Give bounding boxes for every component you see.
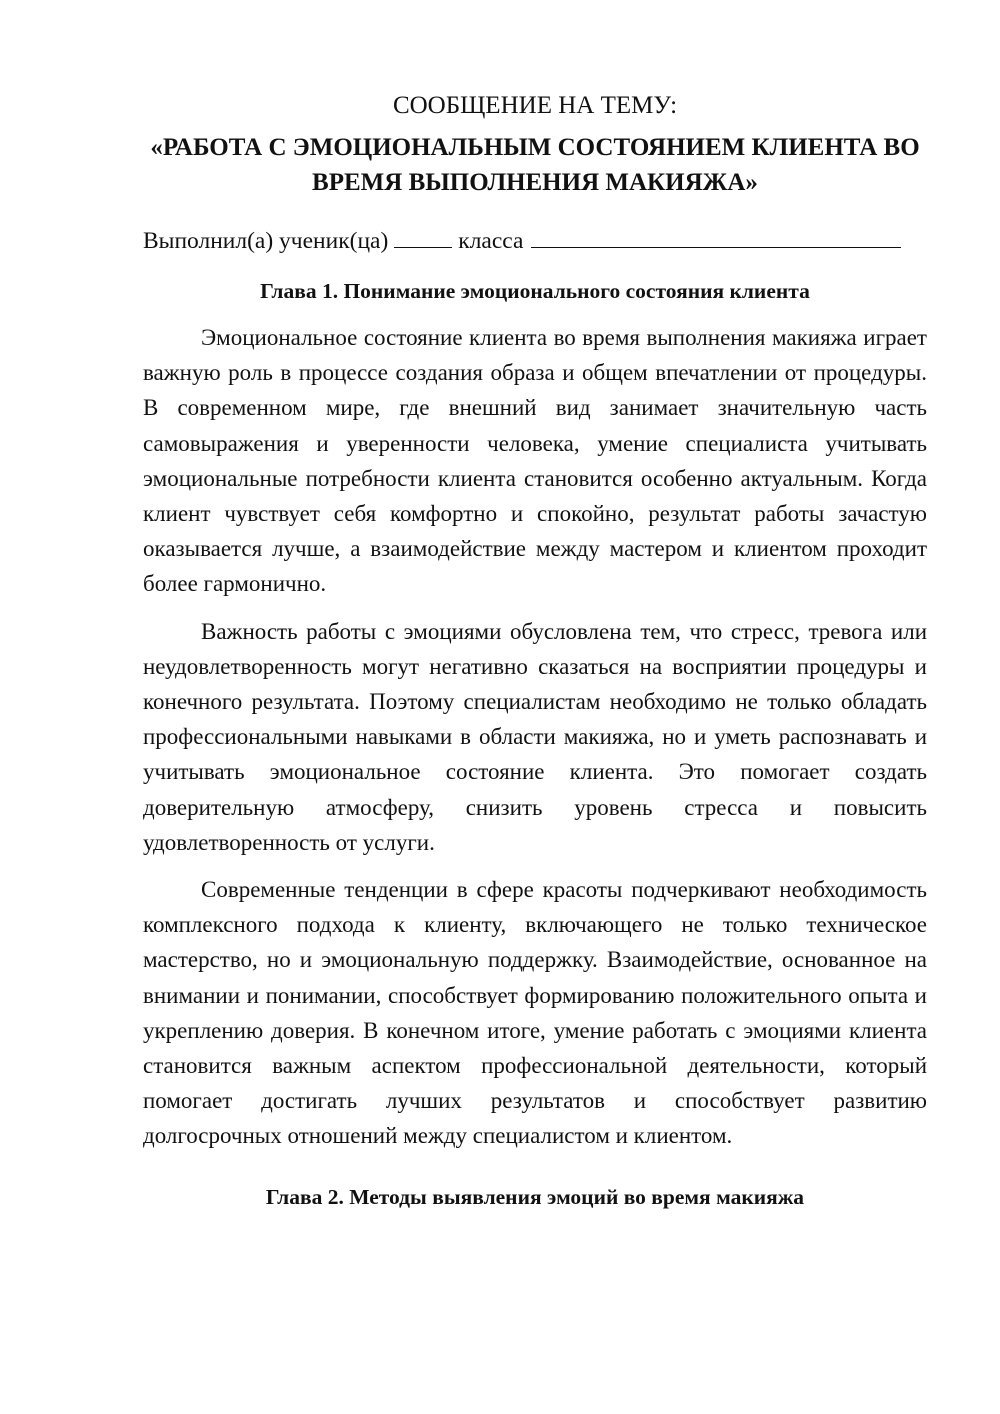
author-line bbox=[143, 224, 927, 258]
name-blank bbox=[531, 225, 901, 248]
paragraph: Современные тенденции в сфере красоты подчеркивают необходимость комплексного подхода к клиенту, включающего не только техническое мастерство, но и эмоциональную поддержку. Взаимодействие, основанное на внимании и понимании, способствует формированию положительного опыта и укреплению доверия. В конечном итоге, умение работать с эмоциями клиента становится важным аспектом профессиональной деятельности, который помогает достигать лучших результатов и способствует развитию долгосрочных отношений между специалистом и клиентом. bbox=[143, 877, 927, 1149]
subject-label: СООБЩЕНИЕ НА ТЕМУ: bbox=[392, 92, 678, 119]
page-content bbox=[143, 88, 927, 1226]
author-prefix: Выполнил(а) ученик(ца) bbox=[143, 228, 389, 254]
class-blank bbox=[394, 225, 452, 248]
class-label: класса bbox=[458, 228, 524, 254]
paragraph: Эмоциональное состояние клиента во время выполнения макияжа играет важную роль в процессе создания образа и общем впечатлении от процедуры. В современном мире, где внешний вид занимает значительную часть самовыражения и уверенности человека, умение специалиста учитывать эмоциональные потребности клиента становится особенно актуальным. Когда клиент чувствует себя комфортно и спокойно, результат работы зачастую оказывается лучше, а взаимодействие между мастером и клиентом проходит более гармонично. bbox=[143, 325, 927, 597]
paragraph: Важность работы с эмоциями обусловлена тем, что стресс, тревога или неудовлетворенность могут негативно сказаться на восприятии процедуры и конечного результата. Поэтому специалистам необходимо не только обладать профессиональными навыками в области макияжа, но и уметь распознавать и учитывать эмоциональное состояние клиента. Это помогает создать доверительную атмосферу, снизить уровень стресса и повысить удовлетворенность от услуги. bbox=[143, 618, 927, 855]
chapter-2-heading: Глава 2. Методы выявления эмоций во время макияжа bbox=[265, 1184, 805, 1209]
chapter-1-heading: Глава 1. Понимание эмоционального состояния клиента bbox=[260, 279, 810, 303]
document-title: «РАБОТА С ЭМОЦИОНАЛЬНЫМ СОСТОЯНИЕМ КЛИЕНТА ВО ВРЕМЯ ВЫПОЛНЕНИЯ МАКИЯЖА» bbox=[150, 134, 920, 196]
